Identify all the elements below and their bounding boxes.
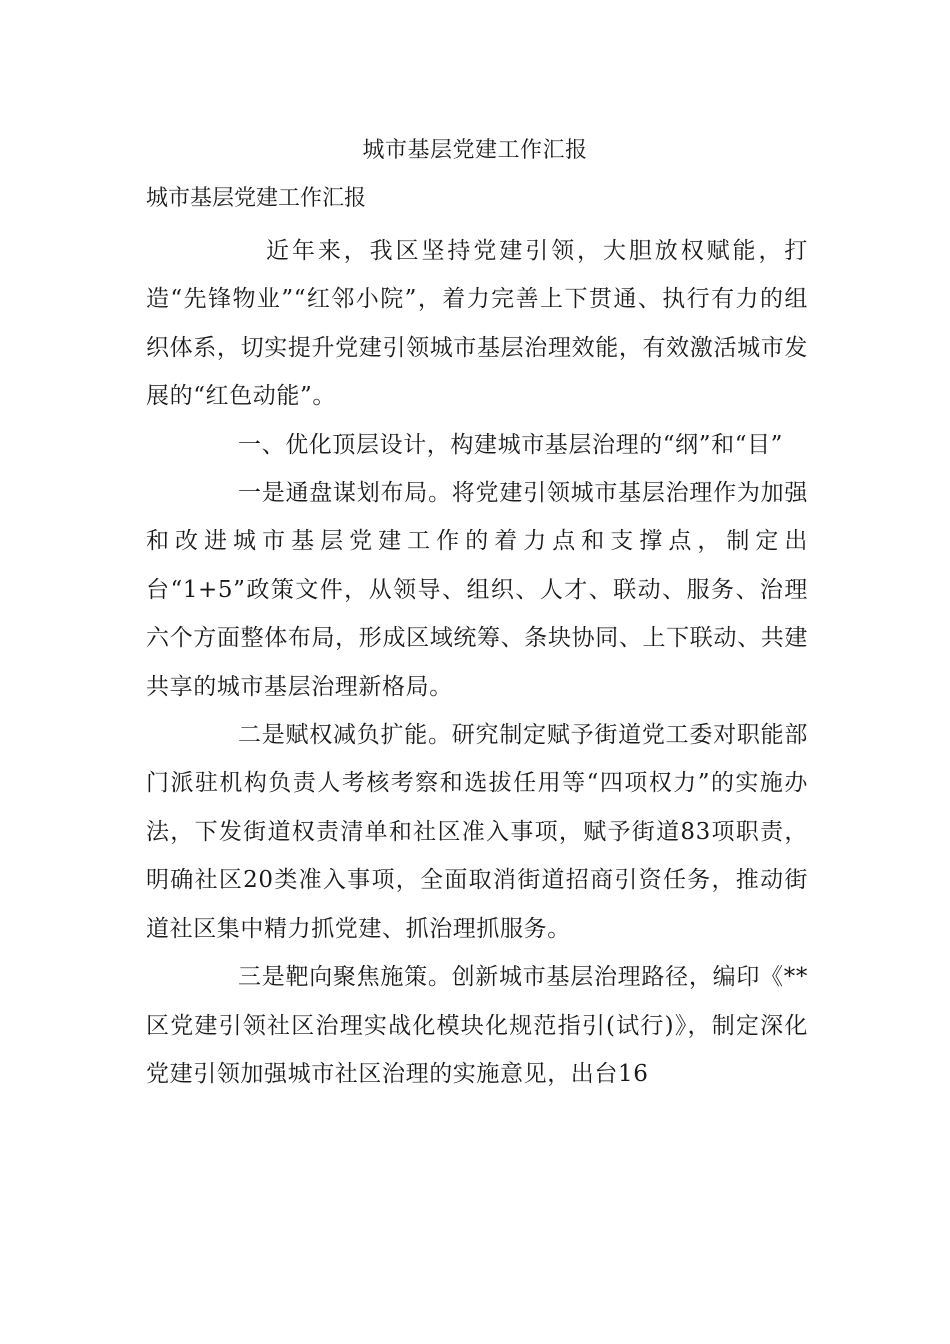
paragraph-item-1: 一是通盘谋划布局。将党建引领城市基层治理作为加强和改进城市基层党建工作的着力点和支撑点，制定出台“1+5”政策文件，从领导、组织、人才、联动、服务、治理六个方面整体布局，形成区域统筹、条块协同、上下联动、共建共享的城市基层治理新格局。 xyxy=(146,480,808,700)
section-heading: 一、优化顶层设计，构建城市基层治理的“纲”和“目” xyxy=(238,431,784,458)
document-subtitle: 城市基层党建工作汇报 xyxy=(146,186,367,211)
paragraph-item-3: 三是靶向聚焦施策。创新城市基层治理路径，编印《**区党建引领社区治理实战化模块化规范指引(试行)》，制定深化党建引领加强城市社区治理的实施意见，出台16 xyxy=(146,964,808,1087)
document-body xyxy=(146,227,808,1098)
document-title: 城市基层党建工作汇报 xyxy=(362,138,588,163)
paragraph-item-2: 二是赋权减负扩能。研究制定赋予街道党工委对职能部门派驻机构负责人考核考察和选拔任用等“四项权力”的实施办法，下发街道权责清单和社区准入事项，赋予街道83项职责，明确社区20类准入事项，全面取消街道招商引资任务，推动街道社区集中精力抓党建、抓治理抓服务。 xyxy=(146,722,808,942)
paragraph-intro: 近年来，我区坚持党建引领，大胆放权赋能，打造“先锋物业”“红邻小院”，着力完善上下贯通、执行有力的组织体系，切实提升党建引领城市基层治理效能，有效激活城市发展的“红色动能”。 xyxy=(146,238,808,410)
